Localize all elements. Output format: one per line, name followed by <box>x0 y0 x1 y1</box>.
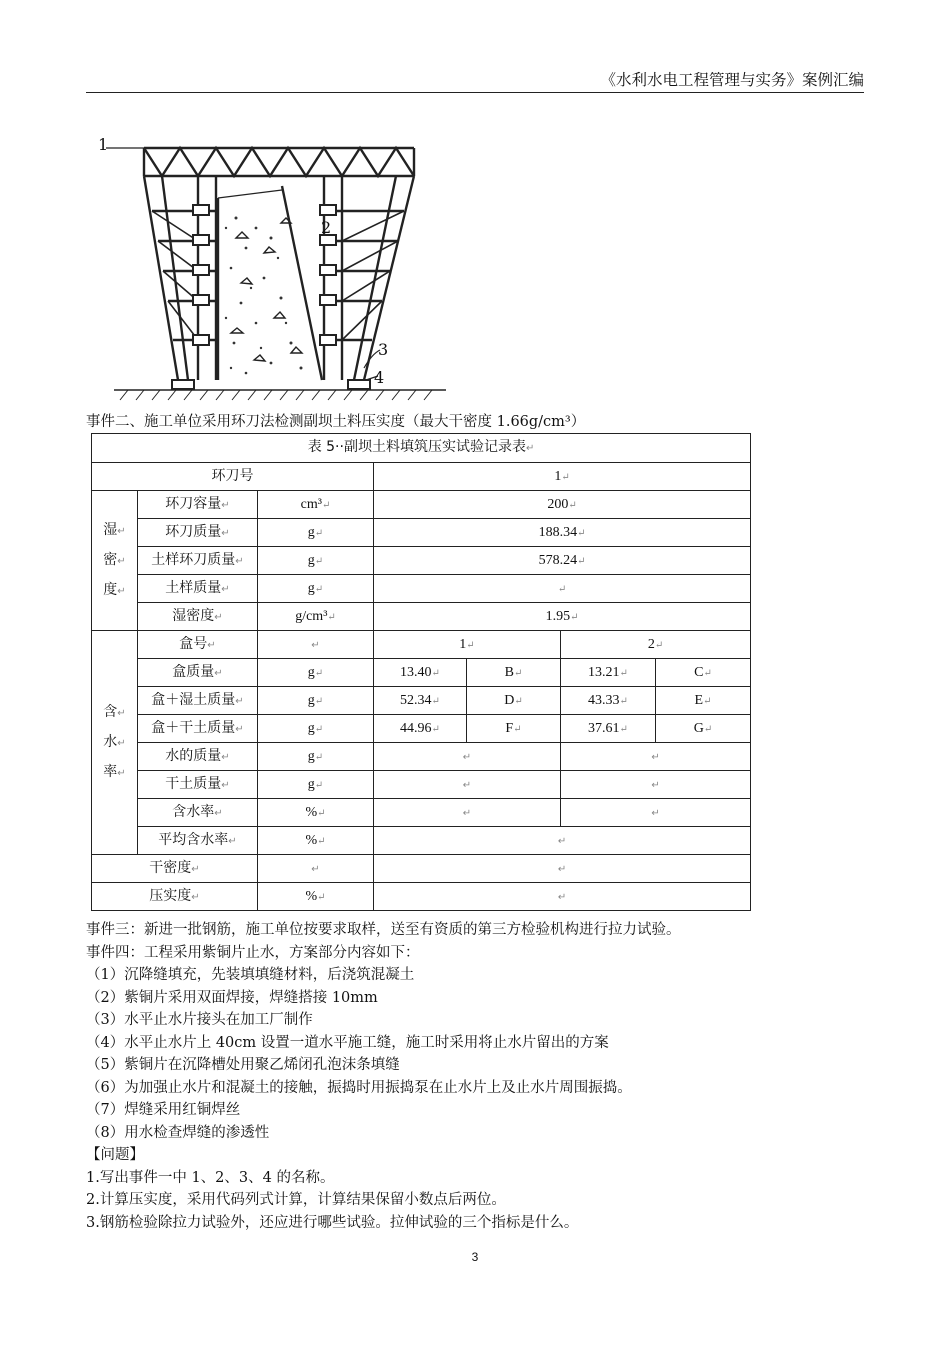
box-row-unit: g↵ <box>258 687 374 715</box>
box-row-label: 盒＋干土质量↵ <box>138 715 258 743</box>
event-two-text: 事件二、施工单位采用环刀法检测副坝土料压实度（最大干密度 1.66g/cm³） <box>86 414 586 430</box>
wet-row-value: 188.34↵ <box>374 519 751 547</box>
wet-row-unit: g↵ <box>258 519 374 547</box>
dry-density-label: 干密度↵ <box>92 855 258 883</box>
calc-row-unit: %↵ <box>258 799 374 827</box>
wet-density-group: 湿↵ 密↵ 度↵ <box>92 491 138 631</box>
compaction-unit: %↵ <box>258 883 374 911</box>
wet-row-label: 湿密度↵ <box>138 603 258 631</box>
box-row-label: 盒＋湿土质量↵ <box>138 687 258 715</box>
dry-density-value: ↵ <box>374 855 751 883</box>
box-no-unit: ↵ <box>258 631 374 659</box>
figure-label-2: 2 <box>321 218 332 237</box>
text-line: （8）用水检查焊缝的渗透性 <box>86 1124 270 1141</box>
page-number: 3 <box>471 1250 479 1264</box>
calc-row-label: 干土质量↵ <box>138 771 258 799</box>
text-line: 事件四：工程采用紫铜片止水，方案部分内容如下： <box>86 944 420 961</box>
text-line: （4）水平止水片上 40cm 设置一道水平施工缝，施工时采用将止水片留出的方案 <box>86 1034 609 1051</box>
box-row-unit: g↵ <box>258 715 374 743</box>
calc-row-box1: ↵ <box>374 743 561 771</box>
wet-row-label: 环刀容量↵ <box>138 491 258 519</box>
moisture-group: 含↵ 水↵ 率↵ <box>92 631 138 855</box>
wet-row-unit: g↵ <box>258 575 374 603</box>
wet-row-unit: cm³↵ <box>258 491 374 519</box>
box-row-p2: E↵ <box>656 687 751 715</box>
header-rule <box>86 92 864 93</box>
wet-row-unit: g↵ <box>258 547 374 575</box>
question-item: 1.写出事件一中 1、2、3、4 的名称。 <box>86 1169 335 1186</box>
box-row-v2: 43.33↵ <box>561 687 656 715</box>
box-row-v2: 37.61↵ <box>561 715 656 743</box>
wet-row-label: 土样环刀质量↵ <box>138 547 258 575</box>
calc-row-box2: ↵ <box>561 771 751 799</box>
text-line: （6）为加强止水片和混凝土的接触，振捣时用振捣泵在止水片上及止水片周围振捣。 <box>86 1079 632 1096</box>
event-question-list <box>86 918 886 1233</box>
compaction-record-table <box>91 433 751 911</box>
scaffold-drawing <box>96 128 466 404</box>
box-row-v1: 44.96↵ <box>374 715 467 743</box>
wet-row-value: 578.24↵ <box>374 547 751 575</box>
ring-no-value: 1↵ <box>374 463 751 491</box>
calc-row-box2: ↵ <box>561 799 751 827</box>
ring-no-label: 环刀号 <box>92 463 374 491</box>
calc-row-box1: ↵ <box>374 799 561 827</box>
figure-label-1: 1 <box>98 135 109 154</box>
compaction-label: 压实度↵ <box>92 883 258 911</box>
wet-row-value: 200↵ <box>374 491 751 519</box>
figure-label-3: 3 <box>378 340 389 359</box>
wet-row-value: 1.95↵ <box>374 603 751 631</box>
wet-row-label: 环刀质量↵ <box>138 519 258 547</box>
calc-row-label: 水的质量↵ <box>138 743 258 771</box>
calc-row-box2: ↵ <box>561 743 751 771</box>
box-row-p2: C↵ <box>656 659 751 687</box>
box-no-2: 2↵ <box>561 631 751 659</box>
question-item: 3.钢筋检验除拉力试验外，还应进行哪些试验。拉伸试验的三个指标是什么。 <box>86 1214 579 1231</box>
box-row-unit: g↵ <box>258 659 374 687</box>
avg-moisture-value: ↵ <box>374 827 751 855</box>
questions-heading: 【问题】 <box>86 1147 144 1163</box>
avg-moisture-label: 平均含水率↵ <box>138 827 258 855</box>
text-line: （7）焊缝采用红铜焊丝 <box>86 1102 241 1118</box>
text-line: （5）紫铜片在沉降槽处用聚乙烯闭孔泡沫条填缝 <box>86 1057 400 1073</box>
text-line: （2）紫铜片采用双面焊接，焊缝搭接 10mm <box>86 989 378 1006</box>
calc-row-label: 含水率↵ <box>138 799 258 827</box>
wet-row-value: ↵ <box>374 575 751 603</box>
box-row-v1: 52.34↵ <box>374 687 467 715</box>
dry-density-unit: ↵ <box>258 855 374 883</box>
text-line: （1）沉降缝填充，先装填填缝材料，后浇筑混凝土 <box>86 967 415 983</box>
box-row-v2: 13.21↵ <box>561 659 656 687</box>
compaction-value: ↵ <box>374 883 751 911</box>
box-row-label: 盒质量↵ <box>138 659 258 687</box>
figure-label-4: 4 <box>374 368 385 387</box>
scaffold-figure <box>96 128 466 404</box>
header-title: 《水利水电工程管理与实务》案例汇编 <box>600 71 864 89</box>
box-row-p2: G↵ <box>656 715 751 743</box>
calc-row-unit: g↵ <box>258 743 374 771</box>
calc-row-box1: ↵ <box>374 771 561 799</box>
wet-row-label: 土样质量↵ <box>138 575 258 603</box>
box-no-1: 1↵ <box>374 631 561 659</box>
table-caption: 表 5··副坝土料填筑压实试验记录表↵ <box>92 434 751 463</box>
avg-moisture-unit: %↵ <box>258 827 374 855</box>
wet-row-unit: g/cm³↵ <box>258 603 374 631</box>
calc-row-unit: g↵ <box>258 771 374 799</box>
box-no-label: 盒号↵ <box>138 631 258 659</box>
question-item: 2.计算压实度，采用代码列式计算，计算结果保留小数点后两位。 <box>86 1192 506 1208</box>
text-line: 事件三：新进一批钢筋，施工单位按要求取样，送至有资质的第三方检验机构进行拉力试验。 <box>86 922 681 938</box>
box-row-v1: 13.40↵ <box>374 659 467 687</box>
box-row-p1: B↵ <box>467 659 561 687</box>
text-line: （3）水平止水片接头在加工厂制作 <box>86 1012 313 1028</box>
box-row-p1: F↵ <box>467 715 561 743</box>
box-row-p1: D↵ <box>467 687 561 715</box>
